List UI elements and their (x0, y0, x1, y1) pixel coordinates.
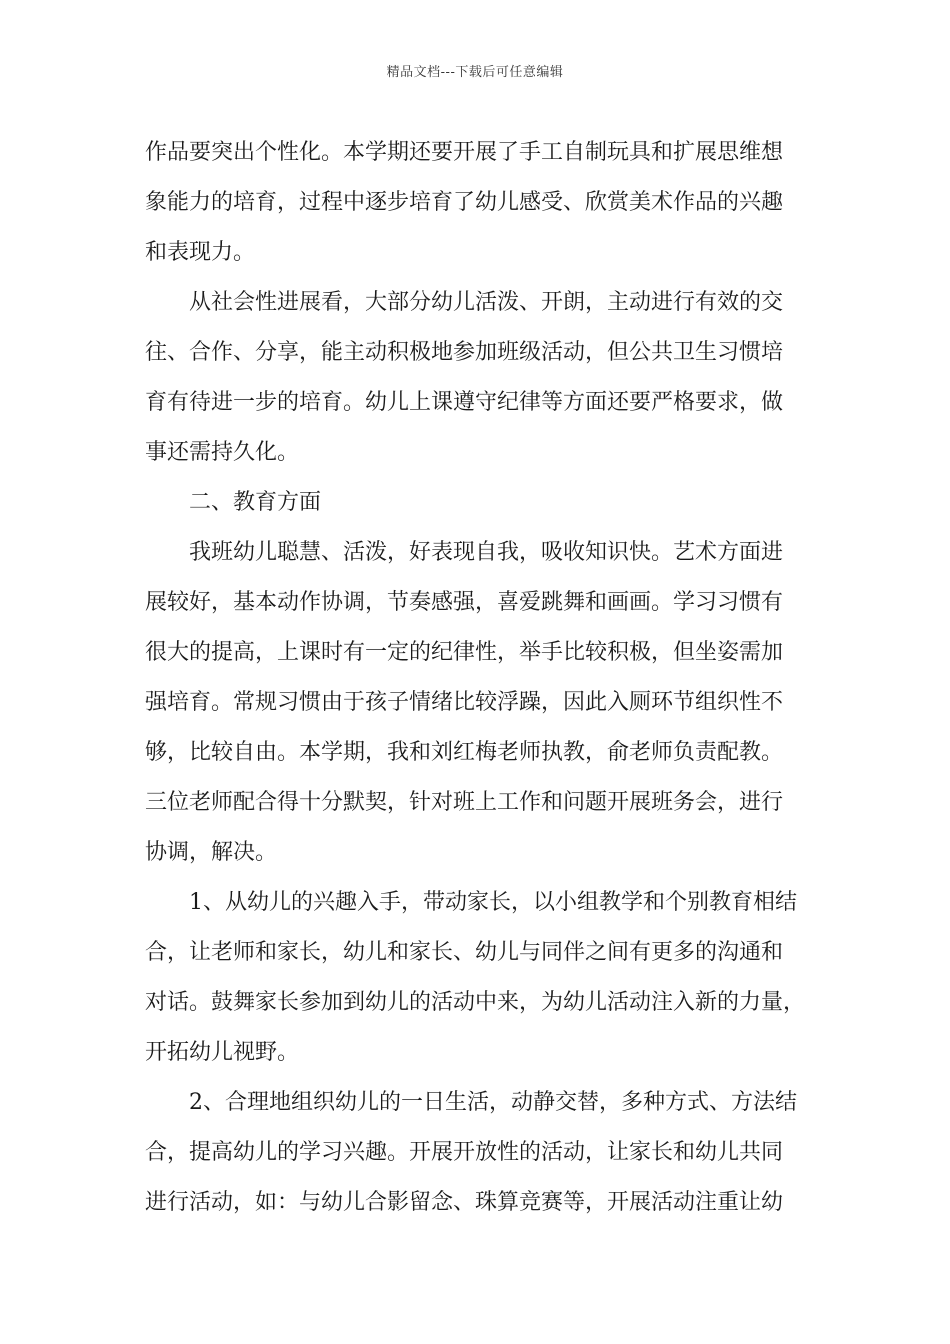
text-line: 从社会性进展看，大部分幼儿活泼、开朗，主动进行有效的交 (189, 290, 784, 315)
text-line: 开拓幼儿视野。 (145, 1040, 300, 1065)
page-header: 精品文档---下载后可任意编辑 (386, 65, 564, 80)
text-line: 1、从幼儿的兴趣入手，带动家长，以小组教学和个别教育相结 (189, 890, 797, 915)
paragraph-social-development (145, 278, 810, 478)
text-line: 合，让老师和家长，幼儿和家长、幼儿与同伴之间有更多的沟通和 (145, 940, 784, 965)
text-line: 往、合作、分享，能主动积极地参加班级活动，但公共卫生习惯培 (145, 340, 784, 365)
text-line: 三位老师配合得十分默契，针对班上工作和问题开展班务会，进行 (145, 790, 784, 815)
text-line: 很大的提高，上课时有一定的纪律性，举手比较积极，但坐姿需加 (145, 640, 784, 665)
text-line: 展较好，基本动作协调，节奏感强，喜爱跳舞和画画。学习习惯有 (145, 590, 784, 615)
text-line: 2、合理地组织幼儿的一日生活，动静交替，多种方式、方法结 (189, 1090, 797, 1115)
text-line: 象能力的培育，过程中逐步培育了幼儿感受、欣赏美术作品的兴趣 (145, 190, 784, 215)
section-heading-education (145, 478, 810, 528)
paragraph-art-continuation (145, 128, 810, 278)
heading-text: 二、教育方面 (189, 490, 322, 515)
text-line: 强培育。常规习惯由于孩子情绪比较浮躁，因此入厕环节组织性不 (145, 690, 784, 715)
text-line: 我班幼儿聪慧、活泼，好表现自我，吸收知识快。艺术方面进 (189, 540, 784, 565)
text-line: 合，提高幼儿的学习兴趣。开展开放性的活动，让家长和幼儿共同 (145, 1140, 784, 1165)
text-line: 对话。鼓舞家长参加到幼儿的活动中来，为幼儿活动注入新的力量， (145, 990, 806, 1015)
text-line: 进行活动，如：与幼儿合影留念、珠算竞赛等，开展活动注重让幼 (145, 1190, 784, 1215)
paragraph-item-2 (145, 1078, 810, 1228)
paragraph-class-overview (145, 528, 810, 878)
text-line: 协调，解决。 (145, 840, 278, 865)
document-body (145, 128, 810, 1228)
text-line: 够，比较自由。本学期，我和刘红梅老师执教，俞老师负责配教。 (145, 740, 784, 765)
text-line: 事还需持久化。 (145, 440, 300, 465)
text-line: 育有待进一步的培育。幼儿上课遵守纪律等方面还要严格要求，做 (145, 390, 784, 415)
text-line: 和表现力。 (145, 240, 256, 265)
paragraph-item-1 (145, 878, 810, 1078)
text-line: 作品要突出个性化。本学期还要开展了手工自制玩具和扩展思维想 (145, 140, 784, 165)
